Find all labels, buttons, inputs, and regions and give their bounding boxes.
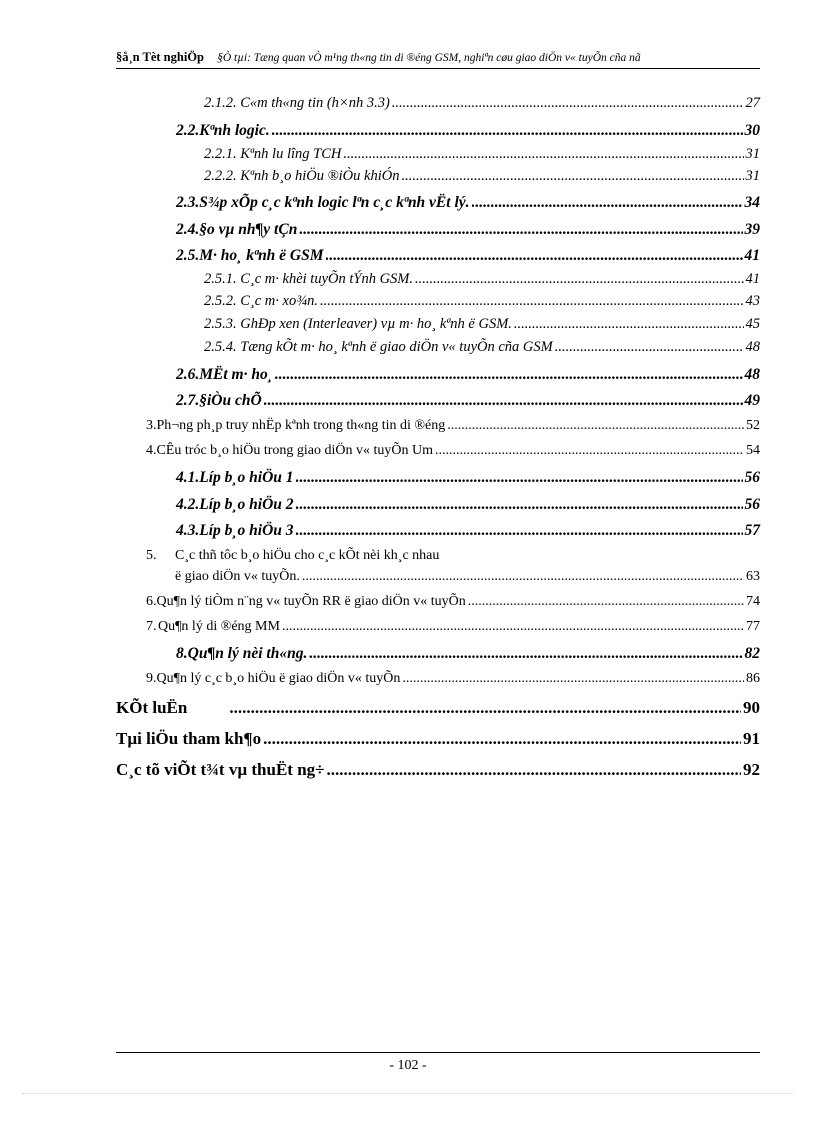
toc-entry[interactable] [176,221,760,239]
toc-entry-continuation[interactable] [175,569,760,585]
toc-entry-page: 56 [744,469,760,486]
toc-entry-page: 31 [745,146,760,162]
toc-entry-page: 41 [745,271,760,287]
toc-entry-conclusion[interactable] [116,698,760,718]
toc-entry-title: C¸c thñ tôc b¸o hiÖu cho c¸c kÕt nèi kh¸c nhau [175,548,440,563]
toc-entry-number: 6. [146,594,157,609]
toc-entry-title: 2.2.2. Kªnh b¸o hiÖu ®iÒu khiÓn [204,168,400,184]
toc-entry-title: Tµi liÖu tham kh¶o [116,729,262,748]
page-number: - 102 - [389,1058,427,1073]
toc-entry[interactable] [176,469,760,487]
toc-entry-title: 2.1.2. C«m th«ng tin (h×nh 3.3) [204,95,390,111]
toc-entry-page: 63 [746,569,760,584]
toc-entry-title: 2.5.1. C¸c m· khèi tuyÕn tÝnh GSM. [204,271,414,287]
toc-entry-page: 49 [744,392,760,409]
toc-entry-page: 77 [746,619,760,634]
toc-entry[interactable] [204,95,760,112]
toc-entry-title: Qu¶n lý nèi th«ng. [187,645,308,662]
toc-entry[interactable] [146,443,760,459]
toc-entry-number: 8. [176,645,188,662]
toc-entry-page: 41 [744,247,760,264]
toc-entry[interactable] [176,645,760,663]
toc-entry-title: C¸c tõ viÕt t¾t vµ thuËt ng÷ [116,760,325,779]
toc-entry[interactable] [204,146,760,163]
toc-entry[interactable] [176,392,760,410]
toc-entry-title: KÕt luËn [116,698,188,717]
toc-entry-page: 92 [743,760,760,779]
toc-entry-title-continued: ë giao diÖn v« tuyÕn. [175,569,300,584]
toc-entry-page: 90 [743,698,760,717]
toc-entry-page: 74 [746,594,760,609]
header-thesis-title: §Ò tµi: Tæng quan vÒ m¹ng th«ng tin di ®éng GSM, nghiªn cøu giao diÖn v« tuyÕn cña nã [217,52,641,64]
toc-entry-title: 2.5.M· ho¸ kªnh ë GSM [176,247,324,264]
page-header [116,50,760,69]
toc-entry-page: 39 [744,221,760,238]
toc-entry-page: 30 [744,122,760,139]
toc-entry[interactable] [204,339,760,356]
toc-entry-title: 2.7.§iÒu chÕ [176,392,262,409]
toc-entry-title: 4.3.Líp b¸o hiÖu 3 [176,522,294,539]
toc-entry-page: 48 [745,339,760,355]
toc-entry[interactable] [146,671,760,687]
toc-entry[interactable] [176,496,760,514]
toc-entry[interactable] [146,418,760,434]
toc-entry-title: Qu¶n lý tiÒm n¨ng v« tuyÕn RR ë giao diÖn v« tuyÕn [156,594,466,609]
toc-entry-number: 5. [146,548,157,563]
toc-entry-page: 54 [746,443,760,458]
toc-entry-page: 48 [744,366,760,383]
toc-entry[interactable] [146,619,760,635]
toc-entry-title: 2.2.Kªnh logic. [176,122,270,139]
toc-entry[interactable] [204,316,760,333]
toc-entry-page: 52 [746,418,760,433]
toc-entry-title: Qu¶n lý c¸c b¸o hiÖu ë giao diÖn v« tuyÕn [156,671,401,686]
toc-entry-title: 2.2.1. Kªnh lu lîng TCH [204,146,342,162]
toc-entry-page: 45 [745,316,760,332]
toc-entry-title: 2.5.3. GhÐp xen (Interleaver) vµ m· ho¸ kªnh ë GSM. [204,316,512,332]
header-document-type: §å¸n Tèt nghiÖp [116,50,204,64]
toc-entry-title: 2.3.S¾p xÕp c¸c kªnh logic lªn c¸c kªnh vËt lý. [176,194,470,211]
toc-entry-title: 2.6.MËt m· ho¸ [176,366,273,383]
toc-entry[interactable] [146,548,760,564]
toc-entry[interactable] [176,194,760,212]
toc-entry-abbreviations[interactable] [116,760,760,780]
toc-entry-number: 3. [146,418,157,433]
toc-entry-title: 4.1.Líp b¸o hiÖu 1 [176,469,294,486]
toc-entry-references[interactable] [116,729,760,749]
toc-entry-page: 27 [745,95,760,111]
toc-entry-page: 34 [744,194,760,211]
toc-entry-title: Ph¬ng ph¸p truy nhËp kªnh trong th«ng tin di ®éng [156,418,446,433]
toc-entry-title: 4.2.Líp b¸o hiÖu 2 [176,496,294,513]
footer-divider [116,1052,760,1053]
toc-entry-number: 7. [146,619,157,634]
toc-entry[interactable] [204,168,760,185]
toc-entry-page: 43 [745,293,760,309]
toc-entry[interactable] [204,271,760,288]
toc-entry[interactable] [176,366,760,384]
toc-entry-number: 9. [146,671,157,686]
toc-entry-title: CÊu tróc b¸o hiÖu trong giao diÖn v« tuyÕn Um [156,443,433,458]
toc-entry-title: 2.5.2. C¸c m· xo¾n. [204,293,318,309]
toc-entry-page: 31 [745,168,760,184]
toc-entry-page: 82 [744,645,760,662]
toc-entry-number: 4. [146,443,157,458]
toc-entry[interactable] [176,247,760,265]
toc-entry-title: 2.4.§o vµ nh¶y tÇn [176,221,298,238]
toc-entry-page: 91 [743,729,760,748]
toc-entry-page: 57 [744,522,760,539]
toc-entry-title: Qu¶n lý di ®éng MM [157,619,280,634]
page-edge [22,1093,794,1094]
toc-entry-title: 2.5.4. Tæng kÕt m· ho¸ kªnh ë giao diÖn v« tuyÕn cña GSM [204,339,553,355]
toc-entry[interactable] [146,594,760,610]
toc-entry[interactable] [204,293,760,310]
toc-entry-page: 86 [746,671,760,686]
toc-entry-page: 56 [744,496,760,513]
toc-entry[interactable] [176,122,760,140]
toc-entry[interactable] [176,522,760,540]
